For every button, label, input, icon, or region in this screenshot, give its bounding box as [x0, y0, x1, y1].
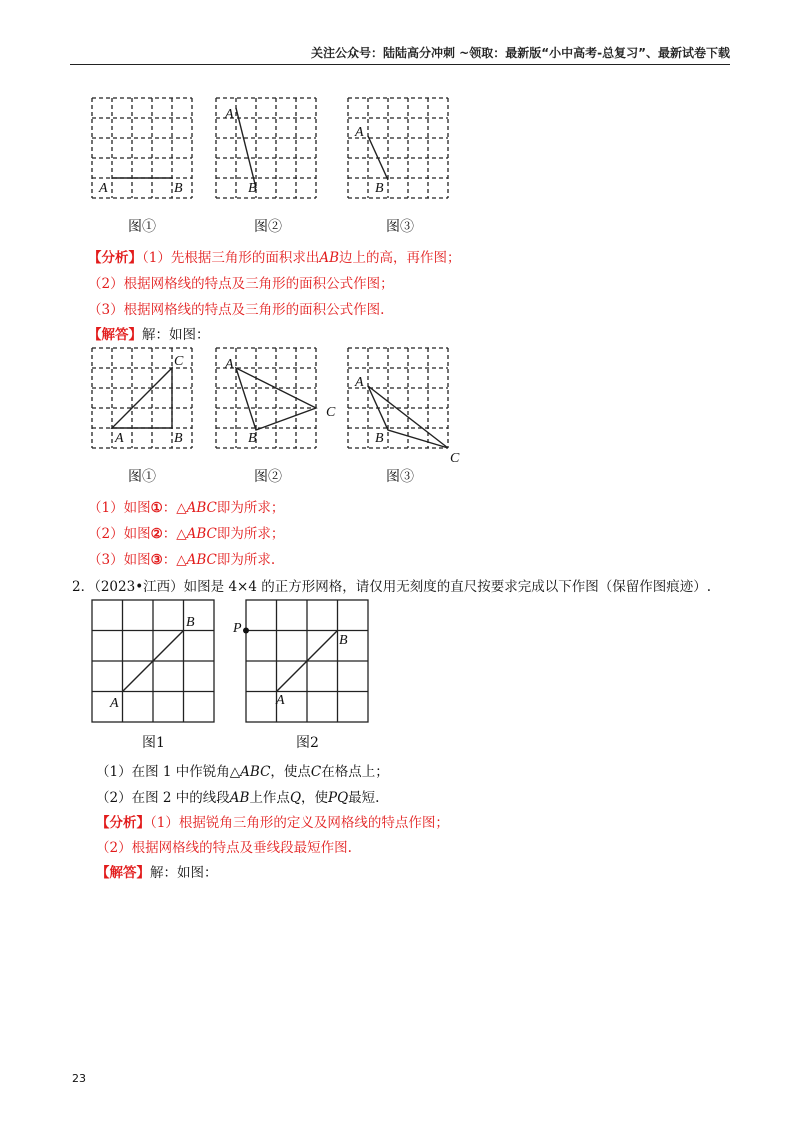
- q2-sub-1: （1）在图 1 中作锐角△ABC，使点C在格点上；: [96, 764, 389, 780]
- figure-3-solution: [344, 346, 474, 468]
- analysis-1-line1: 【分析】（1）先根据三角形的面积求出AB边上的高，再作图；: [88, 250, 461, 266]
- label-b: B: [375, 431, 384, 446]
- caption-fig3-solution: 图③: [386, 469, 414, 485]
- result-1-line1: （1）如图①：△ABC即为所求；: [88, 500, 285, 516]
- result-1-line3: （3）如图③：△ABC即为所求.: [88, 552, 276, 568]
- page-header: [70, 38, 730, 65]
- analysis-1-line2: （2）根据网格线的特点及三角形的面积公式作图；: [88, 276, 394, 292]
- label-b: B: [248, 431, 257, 446]
- label-a: A: [225, 357, 234, 372]
- caption-fig1: 图①: [128, 219, 156, 235]
- caption-fig3: 图③: [386, 219, 414, 235]
- label-b: B: [174, 431, 183, 446]
- caption-q2-fig2: 图2: [296, 735, 319, 751]
- caption-fig2-solution: 图②: [254, 469, 282, 485]
- figure-2-solution: [212, 346, 342, 450]
- caption-q2-fig1: 图1: [142, 735, 165, 751]
- q2-answer: 【解答】解：如图：: [96, 865, 218, 881]
- caption-fig2: 图②: [254, 219, 282, 235]
- page-number: 23: [72, 1072, 86, 1085]
- label-a: A: [355, 125, 364, 140]
- figure-3-problem: [344, 96, 456, 200]
- figure-q2-2: [232, 598, 372, 726]
- label-a: A: [99, 181, 108, 196]
- label-a: A: [276, 693, 285, 708]
- label-a: A: [115, 431, 124, 446]
- label-b: B: [375, 181, 384, 196]
- q2-sub-2: （2）在图 2 中的线段AB上作点Q，使PQ最短.: [96, 790, 380, 806]
- label-b: B: [248, 181, 257, 196]
- label-c: C: [450, 451, 460, 466]
- label-b: B: [186, 615, 195, 630]
- figure-1-problem: [88, 96, 200, 200]
- analysis-1-line3: （3）根据网格线的特点及三角形的面积公式作图.: [88, 302, 385, 318]
- label-b: B: [174, 181, 183, 196]
- result-1-line2: （2）如图②：△ABC即为所求；: [88, 526, 285, 542]
- answer-1: 【解答】解：如图：: [88, 327, 210, 343]
- label-a: A: [355, 375, 364, 390]
- label-b: B: [339, 633, 348, 648]
- question-2-stem: 2．（2023•江西）如图是 4×4 的正方形网格，请仅用无刻度的直尺按要求完成以下作图（保留作图痕迹）.: [72, 579, 712, 595]
- label-a: A: [225, 107, 234, 122]
- label-a: A: [110, 696, 119, 711]
- figure-q2-1: [90, 598, 220, 726]
- figure-2-problem: [212, 96, 324, 200]
- label-c: C: [174, 354, 184, 369]
- label-p: P: [233, 621, 242, 636]
- header-text: 关注公众号：陆陆高分冲刺 ~领取：最新版“小中高考-总复习”、最新试卷下载: [311, 46, 730, 60]
- figure-1-solution: [88, 346, 200, 450]
- q2-analysis-1: 【分析】（1）根据锐角三角形的定义及网格线的特点作图；: [96, 815, 449, 831]
- label-c: C: [326, 405, 336, 420]
- q2-analysis-2: （2）根据网格线的特点及垂线段最短作图.: [96, 840, 352, 856]
- caption-fig1-solution: 图①: [128, 469, 156, 485]
